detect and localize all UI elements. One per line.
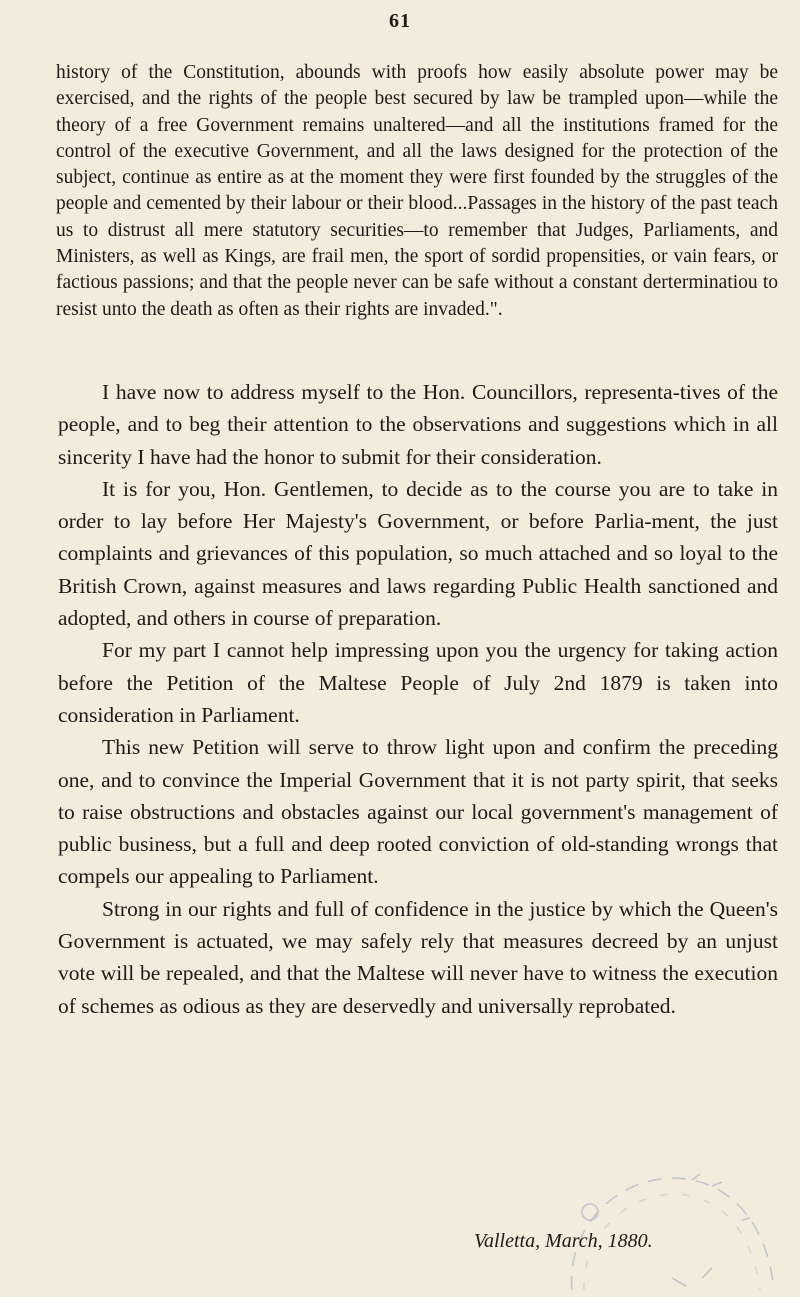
page-number: 61 [389, 10, 411, 32]
body-text [58, 376, 778, 1022]
paragraph: It is for you, Hon. Gentlemen, to decide as to the course you are to take in order to lay before Her Majesty's Government, or before Parlia-ment, the just complaints and grievances of this population, so much attached and so loyal to the British Crown, against measures and laws regarding Public Health sanctioned and adopted, and others in course of preparation. [58, 476, 778, 631]
quoted-passage: history of the Constitution, abounds with proofs how easily absolute power may be exercised, and the rights of the people best secured by law be trampled upon—while the theory of a free Government remains unaltered—and all the institutions framed for the control of the executive Government, and all the laws designed for the protection of the subject, continue as entire as at the moment they were first founded by the struggles of the people and cemented by their labour or their blood...Passages in the history of the past teach us to distrust all mere statutory securities—to remember that Judges, Parliaments, and Ministers, as well as Kings, are frail men, the sport of sordid propensities, or vain fears, or factious passions; and that the people never can be safe without a constant derterminatiou to resist unto the death as often as their rights are invaded.". [56, 62, 778, 320]
paragraph: I have now to address myself to the Hon. Councillors, representa-tives of the people, and to beg their attention to the observations and suggestions which in all sincerity I have had the honor to submit for their consideration. [58, 380, 778, 469]
paragraph: Strong in our rights and full of confidence in the justice by which the Queen's Government is actuated, we may safely rely that measures decreed by an unjust vote will be repealed, and that the Maltese will never have to witness the execution of schemes as odious as they are deservedly and universally reprobated. [58, 896, 778, 1018]
signature-line: Valletta, March, 1880. [474, 1230, 653, 1252]
library-stamp [552, 1160, 782, 1295]
paragraph: This new Petition will serve to throw light upon and confirm the preceding one, and to convince the Imperial Government that it is not party spirit, that seeks to raise obstructions and obstacles against our local government's management of public business, but a full and deep rooted conviction of old-standing wrongs that compels our appealing to Parliament. [58, 735, 778, 889]
paragraph: For my part I cannot help impressing upon you the urgency for taking action before the Petition of the Maltese People of July 2nd 1879 is taken into consideration in Parliament. [58, 638, 778, 727]
